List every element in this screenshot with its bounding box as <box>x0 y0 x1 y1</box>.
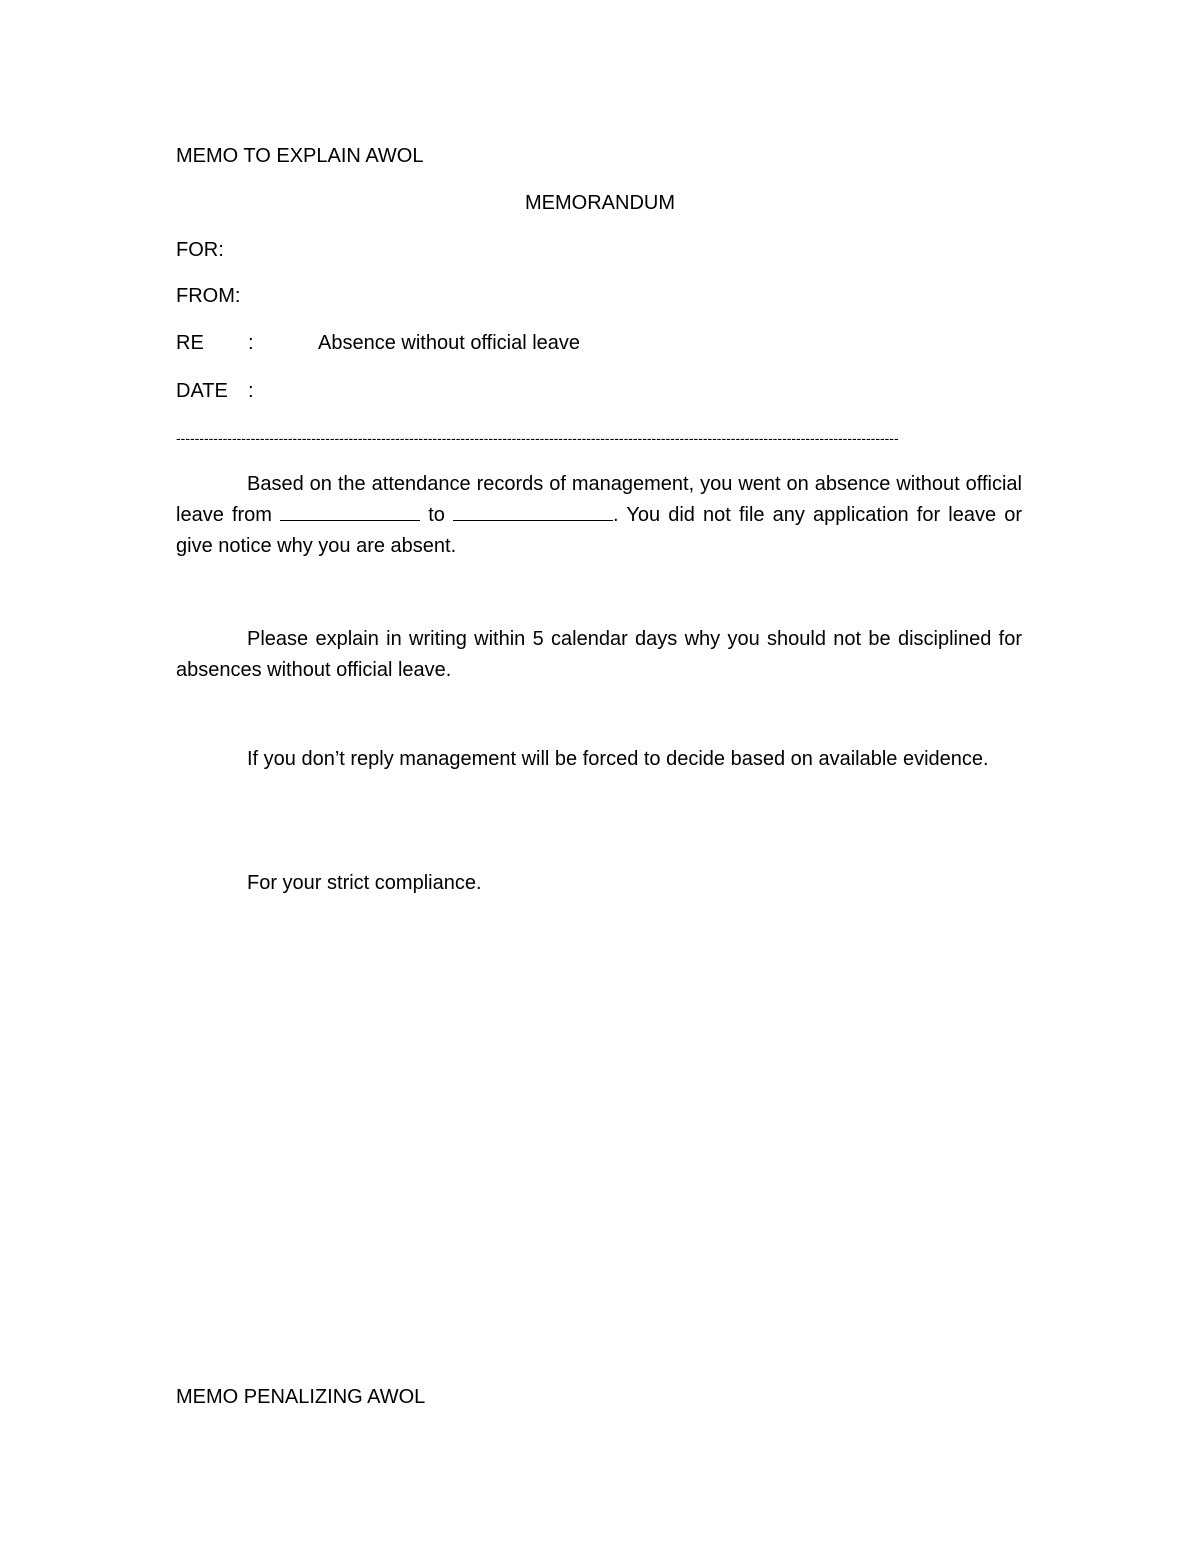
re-label: RE <box>176 332 204 354</box>
re-colon: : <box>248 332 254 354</box>
paragraph-attendance <box>176 469 1022 562</box>
paragraph-attendance-part3: . You did not file any application for leave or give notice why you are absent. <box>176 504 1022 557</box>
re-value: Absence without official leave <box>318 332 581 354</box>
memorandum-title: MEMORANDUM <box>525 192 675 214</box>
date-field <box>176 379 318 403</box>
from-label: FROM: <box>176 285 241 307</box>
separator-line: ----------------------------------------------------------------------------------------------------------------------------------------------------------- <box>176 430 899 446</box>
for-field <box>176 238 224 262</box>
closing-line: For your strict compliance. <box>247 872 482 894</box>
from-field <box>176 284 240 308</box>
date-colon: : <box>248 380 254 402</box>
date-label: DATE <box>176 380 228 402</box>
paragraph-explain: Please explain in writing within 5 calendar days why you should not be disciplined for absences without official leave. <box>176 628 1022 681</box>
for-label: FOR: <box>176 239 224 261</box>
from-date-blank <box>280 502 420 521</box>
paragraph-reply: If you don’t reply management will be forced to decide based on available evidence. <box>247 748 989 770</box>
re-field <box>176 331 580 355</box>
second-memo-heading: MEMO PENALIZING AWOL <box>176 1386 426 1408</box>
to-date-blank <box>453 502 613 521</box>
paragraph-attendance-part1: Based on the attendance records of management, you went on absence without official leave from <box>176 473 1022 526</box>
memo-heading: MEMO TO EXPLAIN AWOL <box>176 145 424 167</box>
paragraph-attendance-part2: to <box>420 504 454 526</box>
